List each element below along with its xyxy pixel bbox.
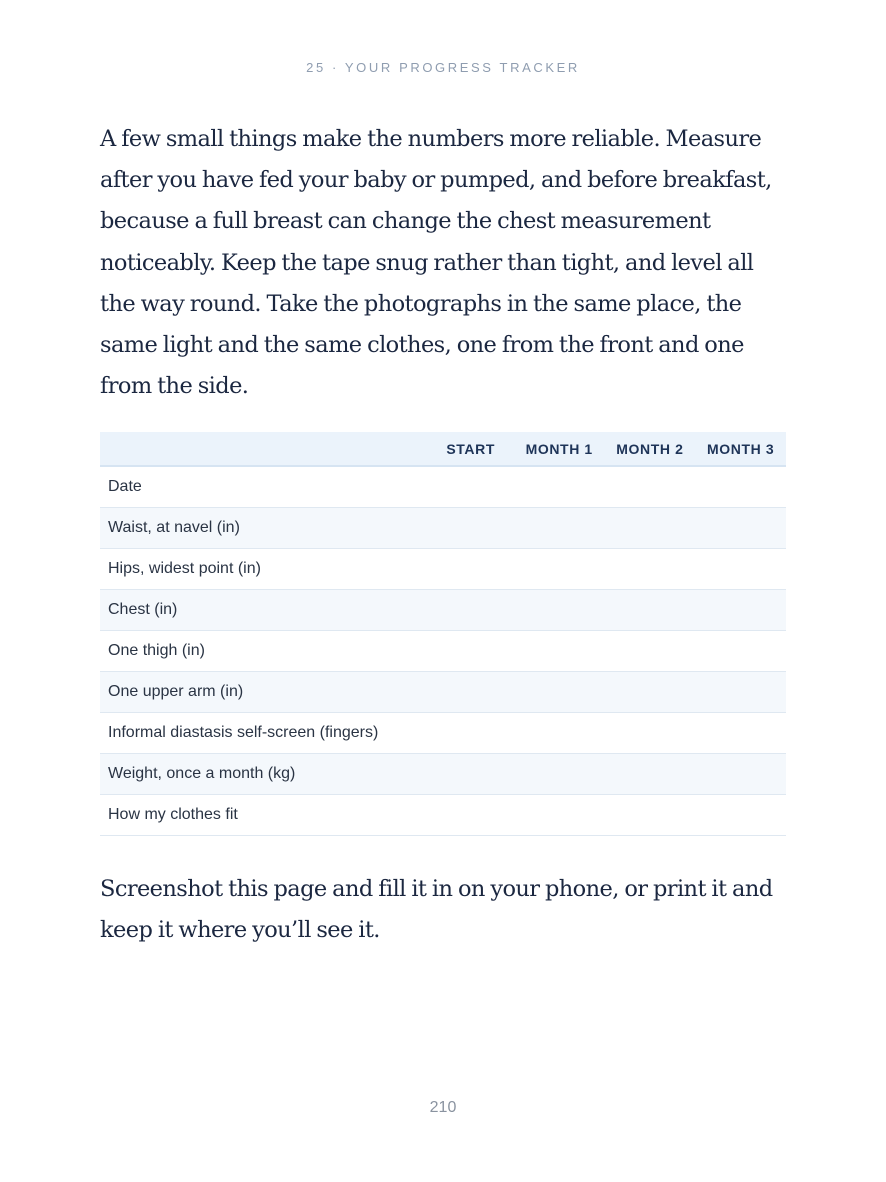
entry-cell[interactable] [695, 754, 786, 795]
entry-cell[interactable] [514, 466, 605, 508]
entry-cell[interactable] [514, 590, 605, 631]
row-label-clothes-fit: How my clothes fit [100, 795, 427, 836]
row-label-chest: Chest (in) [100, 590, 427, 631]
entry-cell[interactable] [605, 713, 696, 754]
column-header-start: START [427, 432, 513, 466]
entry-cell[interactable] [514, 754, 605, 795]
entry-cell[interactable] [427, 631, 513, 672]
row-label-diastasis: Informal diastasis self-screen (fingers) [100, 713, 427, 754]
row-label-waist: Waist, at navel (in) [100, 508, 427, 549]
row-label-thigh: One thigh (in) [100, 631, 427, 672]
entry-cell[interactable] [427, 672, 513, 713]
table-row [100, 631, 786, 672]
entry-cell[interactable] [695, 713, 786, 754]
entry-cell[interactable] [427, 795, 513, 836]
table-row [100, 466, 786, 508]
table-header-row [100, 432, 786, 466]
entry-cell[interactable] [427, 508, 513, 549]
column-header-month-3: MONTH 3 [695, 432, 786, 466]
entry-cell[interactable] [695, 508, 786, 549]
entry-cell[interactable] [695, 672, 786, 713]
table-row [100, 590, 786, 631]
entry-cell[interactable] [427, 549, 513, 590]
entry-cell[interactable] [695, 631, 786, 672]
entry-cell[interactable] [514, 713, 605, 754]
entry-cell[interactable] [605, 672, 696, 713]
running-header: 25 · YOUR PROGRESS TRACKER [306, 60, 580, 75]
entry-cell[interactable] [605, 590, 696, 631]
column-header-month-1: MONTH 1 [514, 432, 605, 466]
row-label-hips: Hips, widest point (in) [100, 549, 427, 590]
entry-cell[interactable] [514, 672, 605, 713]
entry-cell[interactable] [605, 795, 696, 836]
page-number: 210 [429, 1099, 457, 1116]
entry-cell[interactable] [605, 631, 696, 672]
entry-cell[interactable] [514, 508, 605, 549]
entry-cell[interactable] [605, 466, 696, 508]
column-header-month-2: MONTH 2 [605, 432, 696, 466]
entry-cell[interactable] [605, 754, 696, 795]
row-label-date: Date [100, 466, 427, 508]
row-label-weight: Weight, once a month (kg) [100, 754, 427, 795]
table-row [100, 672, 786, 713]
column-header-measurement [100, 432, 427, 466]
table-row [100, 754, 786, 795]
row-label-upper-arm: One upper arm (in) [100, 672, 427, 713]
entry-cell[interactable] [695, 549, 786, 590]
entry-cell[interactable] [427, 466, 513, 508]
closing-paragraph: Screenshot this page and fill it in on your phone, or print it and keep it where you’ll see it. [100, 876, 773, 944]
entry-cell[interactable] [695, 466, 786, 508]
progress-tracker-table [100, 432, 786, 836]
entry-cell[interactable] [427, 713, 513, 754]
intro-paragraph: A few small things make the numbers more reliable. Measure after you have fed your baby or pumped, and before breakfast, because a full breast can change the chest measurement noticeably. Keep the tape snug rather than tight, and level all the way round. Take the photographs in the same place, the same light and the same clothes, one from the front and one from the side. [100, 126, 772, 400]
entry-cell[interactable] [605, 549, 696, 590]
table-row [100, 795, 786, 836]
entry-cell[interactable] [695, 590, 786, 631]
entry-cell[interactable] [605, 508, 696, 549]
entry-cell[interactable] [695, 795, 786, 836]
table-row [100, 549, 786, 590]
table-row [100, 713, 786, 754]
table-row [100, 508, 786, 549]
entry-cell[interactable] [427, 590, 513, 631]
entry-cell[interactable] [427, 754, 513, 795]
entry-cell[interactable] [514, 631, 605, 672]
entry-cell[interactable] [514, 549, 605, 590]
entry-cell[interactable] [514, 795, 605, 836]
